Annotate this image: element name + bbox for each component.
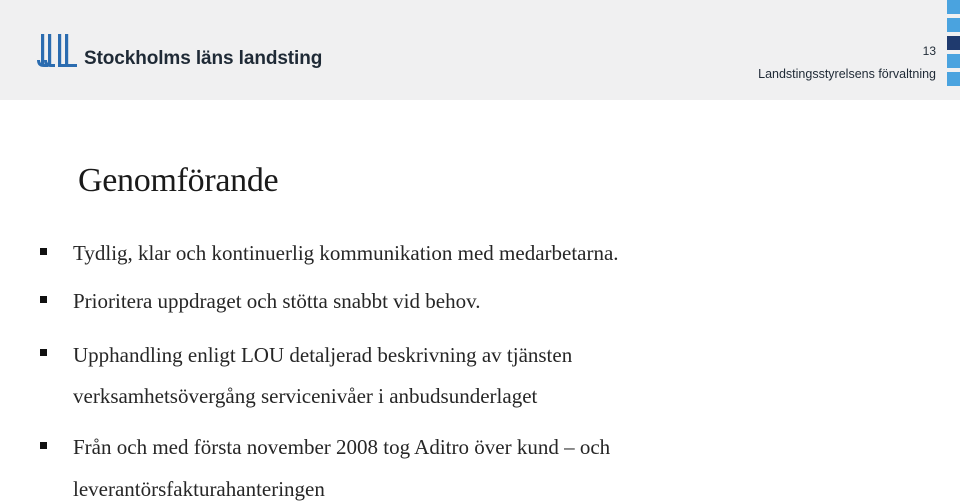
- bullet-text: Upphandling enligt LOU detaljerad beskrivning av tjänsten: [73, 343, 573, 367]
- organization-name: Stockholms läns landsting: [84, 48, 323, 69]
- bullet-square-icon: [40, 296, 47, 303]
- bullet-text-continuation: leverantörsfakturahanteringen: [73, 477, 325, 501]
- bullet-text: Från och med första november 2008 tog Aditro över kund – och: [73, 435, 611, 459]
- bullet-square-icon: [40, 349, 47, 356]
- bullet-square-icon: [40, 442, 47, 449]
- bullet-square-icon: [40, 248, 47, 255]
- bullet-text-continuation: verksamhetsövergång servicenivåer i anbudsunderlaget: [73, 384, 538, 408]
- bullet-text: Tydlig, klar och kontinuerlig kommunikation med medarbetarna.: [73, 241, 619, 265]
- page-number: 13: [922, 44, 936, 58]
- slide-title: Genomförande: [78, 162, 279, 199]
- bullet-text: Prioritera uppdraget och stötta snabbt vid behov.: [73, 289, 481, 313]
- department-name: Landstingsstyrelsens förvaltning: [758, 67, 936, 81]
